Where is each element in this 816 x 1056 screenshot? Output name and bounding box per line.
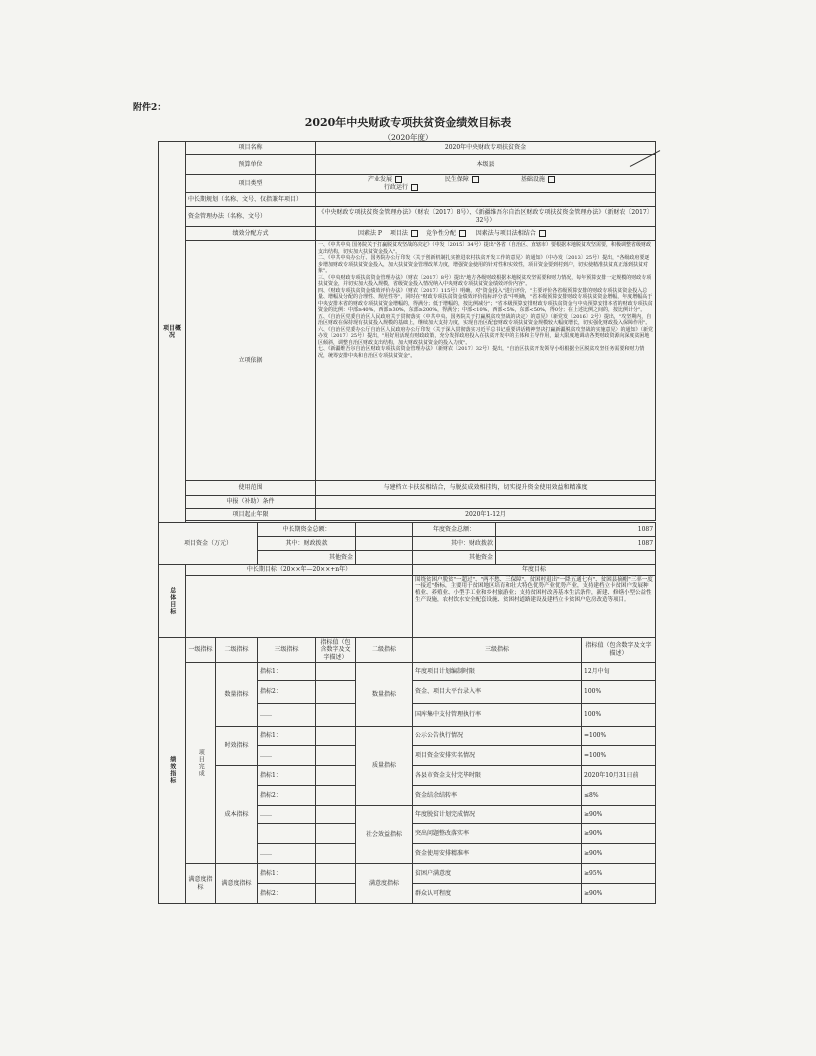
basis-paragraph: 一、《中共中央 国务院关于打赢脱贫攻坚战的决定》（中发〔2015〕34号）提出"各省（自治区、直辖市）要根据本地脱贫攻坚需要，积极调整省级财政支出结构，切实加大扶贫资金投入"。 [318,242,651,255]
right-l3: 年度项目计划编制时限 [413,663,582,681]
apply-condition-value [316,496,656,509]
type-option-industry: 产业发展 [368,176,393,183]
header-level2-right: 二级指标 [356,637,413,663]
right-l3: 突出问题整改落实率 [413,824,582,844]
mid-long-plan-label: 中长期规划（名称、文号、仅指兼年项目） [186,193,316,207]
right-value: 100% [582,704,656,727]
indicator-value [316,766,356,786]
mid-goal-value [186,575,413,637]
year-fiscal-value: 1087 [496,537,656,551]
year-other-value [496,551,656,565]
indicator-value [316,824,356,844]
satisfaction-level2-label: 满意度指标 [216,864,258,904]
header-level2: 二级指标 [216,637,258,663]
basis-paragraph: 三、《中央财政专项扶贫资金管理办法》（财农〔2017〕8号）提出"地方各级财政根据本地脱贫攻坚需要和财力情况，每年预算安排一定规模的财政专项扶贫资金，并切实加大投入规模，省级资金投入情况纳入中央财政专项扶贫资金绩效评价内容"。 [318,274,652,287]
year-goal-label: 年度目标 [413,565,656,576]
indicator-value [316,663,356,681]
mid-goal-label: 中长期目标（20××年—20××+n年） [186,565,413,576]
indicator-2: 指标2： [258,884,316,904]
right-value: ≥95% [582,864,656,884]
fund-method-label: 资金管理办法（名称、文号） [186,207,316,227]
header-value-right: 指标值（包含数字及文字描述） [582,637,656,663]
type-option-admin: 行政运行 [384,183,409,191]
time-indicator-label: 时效指标 [216,727,258,766]
indicator-1: 指标1： [258,727,316,746]
mid-total-label: 中长期资金总额： [258,523,356,537]
mid-total-value [356,523,413,537]
project-completion-label: 项目完成 [186,663,216,864]
right-social-label: 社会效益指标 [356,806,413,864]
indicator-value [316,727,356,746]
basis-paragraph: 七、《新疆维吾尔自治区财政专项扶贫资金管理办法》（新财农〔2017〕32号）提出，"自治区扶贫开发领导小组根据全区脱贫攻坚任务需要和财力情况，统筹安排中央和自治区专项扶贫资金"。 [318,346,645,359]
indicator-value [316,704,356,727]
project-basis-label: 立项依据 [186,241,316,481]
header-level3-right: 三级指标 [413,637,582,663]
mid-other-value [356,551,413,565]
indicator-value [316,864,356,884]
right-value: 100% [582,681,656,704]
checkbox-icon [395,176,402,183]
indicator-value [316,884,356,904]
mid-fiscal-label: 其中：财政拨款 [258,537,356,551]
indicator-more: …… [258,844,316,864]
basis-paragraph: 四、《财政专项扶贫资金绩效评价办法》（财农〔2017〕115号）明确，对"资金投入"进行评价，"主要评价各省级预算安排的财政专项扶贫资金投入总量、增幅及分配的合理性、规范性等"，同时在"财政专项扶贫资金绩效评价指标评分表"中明确，"省本级预算安排财政专项扶贫资金增幅，年度增幅高于中央安排本省的财政专项扶贫资金增幅的，得满分；低于增幅的，按比例减分"；"省本级预算安排财政专项扶贫资金与中央预算安排本省的财政专项扶贫资金的比例：中部≥40%，西部≥30%，东部≥200%，得满分；中部<10%，西部<5%，东部<50%，得0分；在上述比例之间的，按比例计分"。 [318,287,653,313]
indicator-value [316,746,356,766]
checkbox-icon [411,230,418,237]
indicator-1: 指标1： [258,864,316,884]
right-l3: 公示公告执行情况 [413,727,582,746]
right-l3: 资金结余结转率 [413,786,582,806]
right-value: 12月中旬 [582,663,656,681]
checkbox-icon [411,184,418,191]
project-name-value: 2020年中央财政专项扶贫资金 [316,142,656,155]
alloc-option-factor: 因素法 P [358,229,382,237]
project-type-label: 项目类型 [186,175,316,193]
performance-indicators-label: 绩效指标 [159,637,186,904]
quantity-indicator-label: 数量指标 [216,663,258,727]
basis-paragraph: 五、《自治区党委自治区人民政府关于贯彻落实〈中共中央、国务院关于打赢脱贫攻坚战的决定〉的意见》（新党发〔2016〕2号）提出，"攻坚期内，自治区财政在保持现有扶贫投入规模的基础上，继续加大支持力度，实现自治区配套财政专项扶贫资金规模较大幅度增长，切实强化财政投入保障作用"。 [318,313,652,326]
right-l3: 资金使用安排精准率 [413,844,582,864]
project-overview-label: 项目概况 [159,142,186,523]
attachment-label: 附件2： [133,103,167,113]
right-quality-label: 质量指标 [356,727,413,806]
budget-unit-label: 预算单位 [186,155,316,175]
fund-method-value: 《中央财政专项扶贫资金管理办法》（财农〔2017〕8号）、《新疆维吾尔自治区财政专项扶贫资金管理办法》（新财农〔2017〕32号） [316,207,656,227]
year-other-label: 其他资金 [413,551,496,565]
project-funds-label: 项目资金（万元） [159,523,258,565]
right-satisfaction-label: 满意度指标 [356,864,413,904]
project-type-options [316,175,656,193]
cost-indicator-label: 成本指标 [216,766,258,864]
indicator-2: 指标2： [258,681,316,704]
right-value: 2020年10月31日前 [582,766,656,786]
mid-other-label: 其他资金 [258,551,356,565]
page-title: 2020年中央财政专项扶贫资金绩效目标表 [304,116,512,129]
allocation-method-options [316,227,656,241]
right-quantity-label: 数量指标 [356,663,413,727]
indicator-value [316,844,356,864]
type-option-livelihood: 民生保障 [444,176,469,183]
alloc-option-project: 项目法 [389,229,408,237]
usage-scope-value: 与建档立卡扶贫相结合，与脱贫成效相挂钩，切实提升资金使用效益和精准度 [316,481,656,496]
right-value: ≥90% [582,806,656,824]
project-name-label: 项目名称 [186,142,316,155]
budget-unit-value: 本级县 [316,155,656,175]
year-goal-value: 围绕贫困户脱贫"一超过"、"两不愁、三保障"，贫困村退出"一降五通七有"、贫困县摘帽"三率一度一接近"指标，主要用于贫困地区培育和壮大特色优势产业优势产业，支持建档立卡贫困户发展种植业、养殖业、小型手工业和乡村旅游业；支持贫困村改善基本生活条件，新建、修缮小型公益性生产设施，农村饮水安全配套设施、贫困村道路建设及建档立卡贫困户危房改造等项目。 [413,575,656,637]
alloc-option-combined: 因素法与项目法相结合 [475,229,536,237]
overall-goal-label: 总体目标 [159,565,186,638]
indicator-more: …… [258,704,316,727]
indicator-more: …… [258,806,316,824]
apply-condition-label: 申报（补助）条件 [186,496,316,509]
right-l3: 项目资金安排实名情况 [413,746,582,766]
indicator-blank [258,824,316,844]
performance-target-table [158,141,656,904]
right-value: =100% [582,746,656,766]
project-period-value: 2020年1-12月 [316,509,656,521]
right-value: =100% [582,727,656,746]
satisfaction-level1-label: 满意度指标 [186,864,216,904]
basis-paragraph: 二、《中共中央办公厅、国务院办公厅印发〈关于创新机制扎实推进农村扶贫开发工作的意见〉的通知》（中办发〔2013〕25号）提出，"各级政府要逐步增加财政专项扶贫资金投入，加大扶贫资金管理改革力度，增强资金使用的针对性和实效性，项目资金要到村到户，切实使精准扶贫真正落到扶贫对象"。 [318,255,650,274]
header-value: 指标值（包含数字及文字描述） [316,637,356,663]
checkbox-icon [459,230,466,237]
allocation-method-label: 绩效分配方式 [186,227,316,241]
mid-fiscal-value [356,537,413,551]
basis-paragraph: 六、《自治区党委办公厅自治区人民政府办公厅印发〈关于深入贯彻落实习近平总书记重要讲话精神坚决打赢新疆脱贫攻坚战的实施意见〉的通知》（新党办发〔2017〕25号）提出，"用好用活现有财政政策，充分发挥政府投入在扶贫开发中的主体和主导作用，最大限度地调动各类财政资源向深度贫困地区倾斜，调整自治区财政支出结构，加大财政扶贫资金的投入力度"。 [318,326,654,346]
type-option-infrastructure: 基础设施 [520,176,545,183]
right-l3: 资金、项目大平台录入率 [413,681,582,704]
indicator-1: 指标1： [258,663,316,681]
header-level3: 三级指标 [258,637,316,663]
right-l3: 各县市资金支付完毕时限 [413,766,582,786]
project-period-label: 项目起止年限 [186,509,316,521]
right-l3: 年度脱贫计划完成情况 [413,806,582,824]
right-l3: 国库集中支付管理执行率 [413,704,582,727]
year-total-value: 1087 [496,523,656,537]
indicator-more: …… [258,746,316,766]
indicator-1: 指标1： [258,766,316,786]
right-value: ≥90% [582,824,656,844]
project-basis-text [316,241,656,481]
indicator-2: 指标2： [258,786,316,806]
checkbox-icon [548,176,555,183]
usage-scope-label: 使用范围 [186,481,316,496]
indicator-value [316,806,356,824]
page-subtitle: （2020年度） [383,133,433,142]
mid-long-plan-value [316,193,656,207]
header-level1: 一级指标 [186,637,216,663]
year-fiscal-label: 其中：财政拨款 [413,537,496,551]
right-l3: 贫困户满意度 [413,864,582,884]
indicator-value [316,681,356,704]
right-value: ≤8% [582,786,656,806]
checkbox-icon [539,230,546,237]
right-value: ≥90% [582,884,656,904]
right-l3: 群众认可程度 [413,884,582,904]
right-value: ≥90% [582,844,656,864]
indicator-value [316,786,356,806]
checkbox-icon [472,176,479,183]
alloc-option-competitive: 竞争性分配 [425,229,456,237]
year-total-label: 年度资金总额： [413,523,496,537]
